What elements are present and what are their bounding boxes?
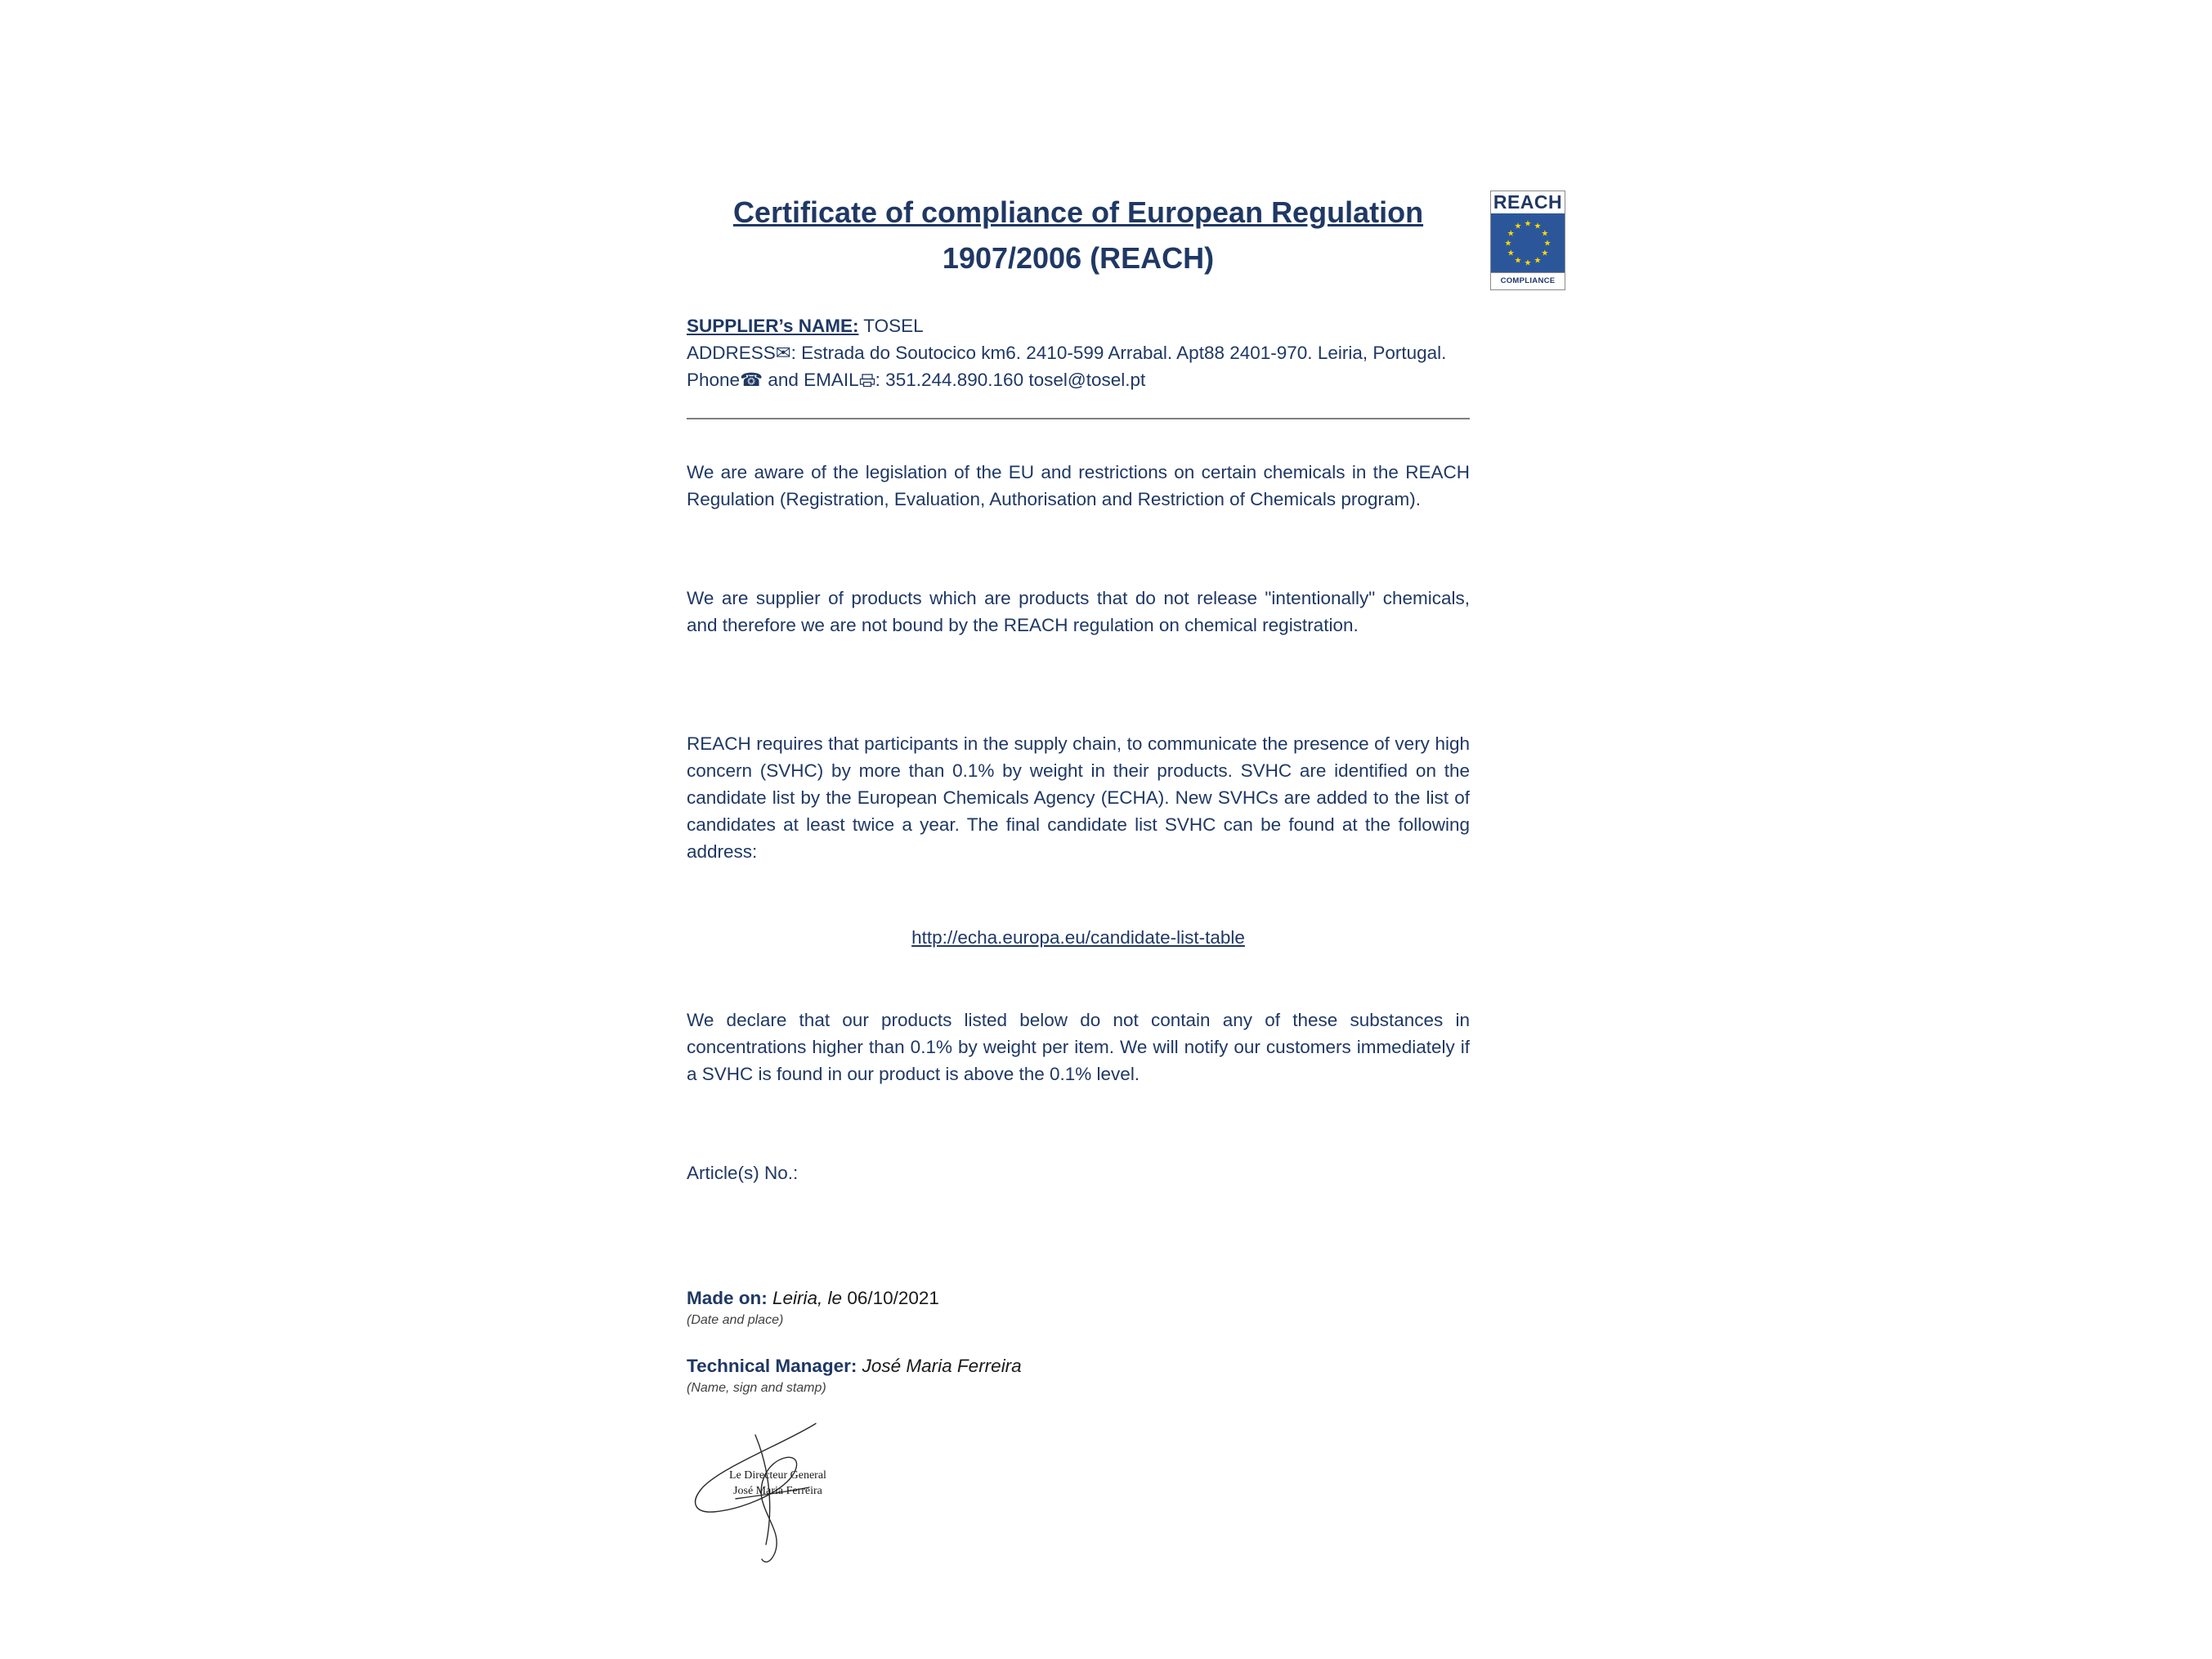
svg-text:★: ★ [1541, 229, 1549, 239]
svg-text:★: ★ [1514, 222, 1522, 231]
technical-manager-line [687, 1352, 1470, 1379]
stamp-text [729, 1468, 826, 1499]
supplier-address-line [687, 339, 1470, 366]
candidate-list-link-line [687, 924, 1470, 951]
made-on-label: Made on: [687, 1288, 768, 1308]
svg-text:★: ★ [1507, 249, 1515, 258]
svg-text:★: ★ [1514, 256, 1522, 266]
technical-manager-label: Technical Manager: [687, 1356, 857, 1376]
address-value: : Estrada do Soutocico km6. 2410-599 Arrabal. Apt88 2401-970. Leiria, Portugal. [790, 343, 1447, 363]
title-line-1: Certificate of compliance of European Regulation [732, 195, 1424, 229]
stamp-line-2: José Maria Ferreira [733, 1485, 822, 1497]
article-number-label: Article(s) No.: [687, 1163, 799, 1183]
paragraph-declaration: We declare that our products listed below do not contain any of these substances in concentrations higher than 0.1% by weight per item. We will notify our customers immediately if a SVHC is found in our product is above the 0.1% level. [687, 1010, 1470, 1084]
signature-block [687, 1420, 932, 1567]
email-label: and EMAIL [763, 370, 859, 390]
supplier-name-line [687, 312, 1470, 339]
svg-text:★: ★ [1524, 219, 1532, 229]
divider [687, 418, 1470, 419]
contact-value: : 351.244.890.160 tosel@tosel.pt [875, 370, 1146, 390]
eu-stars-icon [1491, 213, 1565, 272]
made-on-place: Leiria, le [767, 1288, 848, 1308]
made-on-date: 06/10/2021 [847, 1288, 939, 1308]
page-title [687, 190, 1470, 281]
svg-text:★: ★ [1541, 249, 1549, 258]
technical-manager-value: José Maria Ferreira [857, 1356, 1022, 1376]
reach-logo-title: REACH [1493, 191, 1563, 213]
fax-icon [859, 374, 875, 388]
paragraph-supplier-statement: We are supplier of products which are products that do not release "intentionally" chemicals, and therefore we are not bound by the REACH regulation on chemical registration. [687, 588, 1470, 635]
made-on-line [687, 1285, 1470, 1312]
svg-text:★: ★ [1504, 239, 1512, 249]
supplier-name-value: TOSEL [858, 316, 924, 336]
svg-text:★: ★ [1534, 222, 1542, 231]
title-line-2: 1907/2006 (REACH) [942, 241, 1215, 275]
supplier-contact-line [687, 366, 1470, 393]
stamp-line-1: Le Directeur General [729, 1469, 826, 1482]
reach-compliance-logo [1490, 191, 1565, 290]
date-place-note: (Date and place) [687, 1313, 784, 1327]
reach-logo-compliance-label: COMPLIANCE [1491, 272, 1565, 289]
candidate-list-link[interactable]: http://echa.europa.eu/candidate-list-table [911, 927, 1245, 948]
paragraph-awareness: We are aware of the legislation of the EU and restrictions on certain chemicals in the REACH Regulation (Registration, Evaluation, Authorisation and Restriction of Chemicals program). [687, 462, 1470, 509]
svg-text:★: ★ [1543, 239, 1552, 249]
name-sign-note: (Name, sign and stamp) [687, 1381, 826, 1395]
supplier-block [687, 312, 1470, 393]
document-body [687, 0, 1470, 1567]
svg-text:★: ★ [1524, 258, 1532, 268]
svg-text:★: ★ [1534, 256, 1542, 266]
paragraph-svhc: REACH requires that participants in the supply chain, to communicate the presence of very high concern (SVHC) by more than 0.1% by weight in their products. SVHC are identified on the candidate list by the European Chemicals Agency (ECHA). New SVHCs are added to the list of candidates at least twice a year. The final candidate list SVHC can be found at the following address: [687, 733, 1470, 862]
supplier-name-label: SUPPLIER’s NAME: [687, 316, 859, 336]
phone-icon: ☎ [740, 370, 763, 390]
phone-label: Phone [687, 370, 741, 390]
envelope-icon: ✉ [775, 343, 791, 363]
address-label: ADDRESS [687, 343, 776, 363]
svg-text:★: ★ [1507, 229, 1515, 239]
